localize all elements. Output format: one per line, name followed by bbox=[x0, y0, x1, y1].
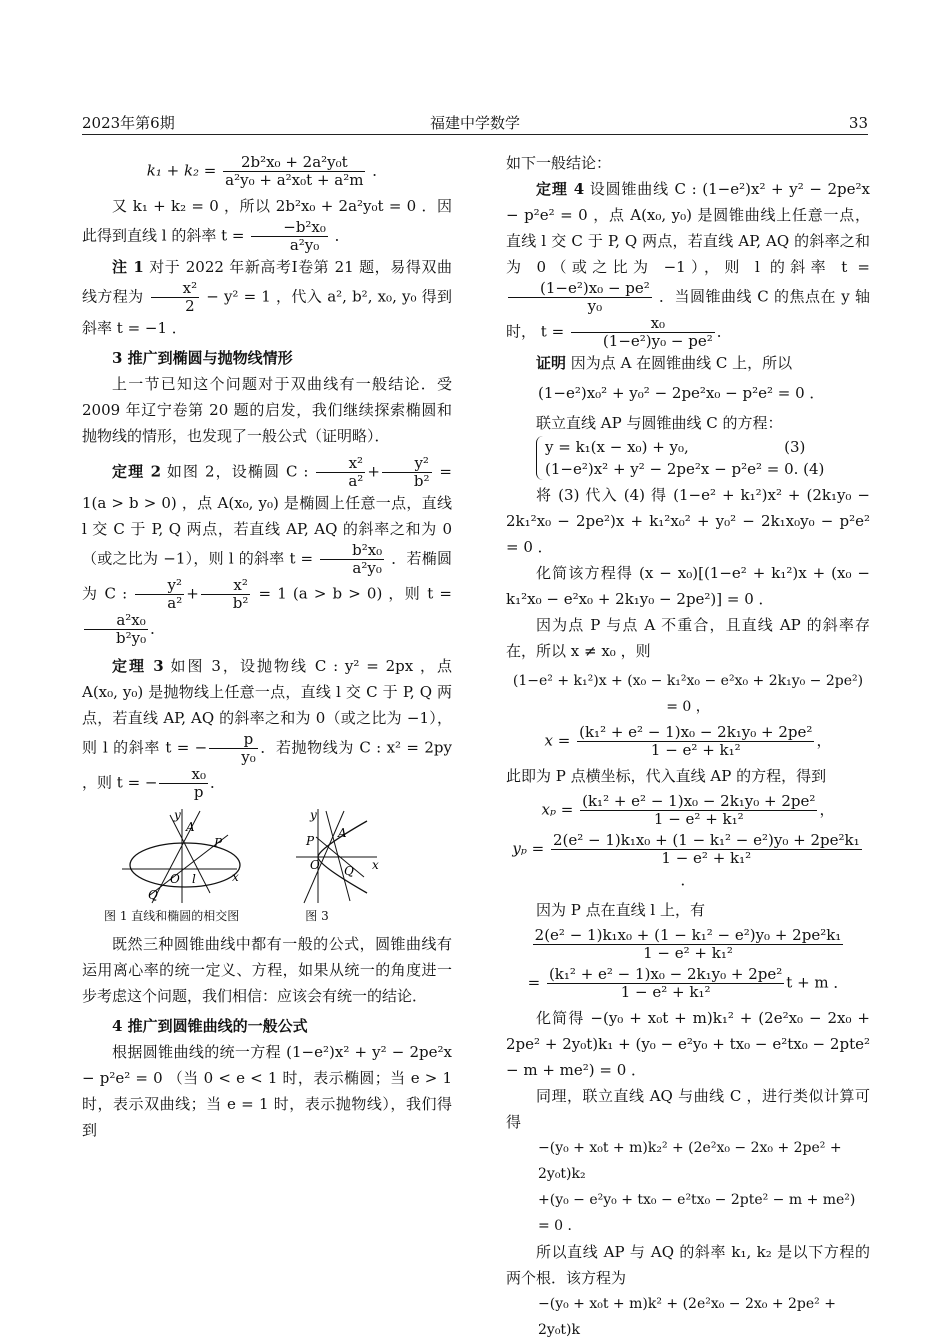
figure-1-caption: 图 1 直线和椭圆的相交图 bbox=[104, 909, 240, 923]
label-l: l bbox=[192, 872, 196, 886]
system-eq-3: y = k₁(x − x₀) + y₀, (3) bbox=[545, 438, 806, 456]
label-A: A bbox=[186, 820, 195, 834]
denominator: p bbox=[193, 783, 204, 801]
denominator: 1 − e² + k₁² bbox=[653, 810, 744, 828]
label-P: P bbox=[306, 834, 315, 848]
fraction bbox=[209, 731, 258, 766]
text: 如图 2，设椭圆 C : bbox=[166, 462, 309, 481]
text: ， bbox=[816, 731, 832, 750]
fraction bbox=[201, 577, 251, 612]
paragraph-conclusion-intro: 如下一般结论： bbox=[506, 154, 612, 172]
denominator: a²y₀ bbox=[289, 236, 320, 254]
label-x: x bbox=[232, 870, 239, 884]
operator: + bbox=[186, 584, 199, 603]
text: 对于 2022 年新高考Ⅰ卷第 21 题，易得双曲线方程为 bbox=[82, 258, 452, 306]
numerator: x² bbox=[201, 577, 251, 595]
theorem-label: 定理 2 bbox=[112, 462, 162, 481]
numerator: (k₁² + e² − 1)x₀ − 2k₁y₀ + 2pe² bbox=[548, 965, 783, 983]
denominator: y₀ bbox=[587, 297, 603, 315]
equation-xp bbox=[506, 793, 870, 828]
fraction bbox=[547, 966, 784, 1001]
text: ， bbox=[819, 800, 835, 819]
fraction bbox=[577, 724, 814, 759]
paragraph-substitute: 将 (3) 代入 (4) 得 (1−e² + k₁²)x² + (2k₁y₀ − 2k₁²x₀ − 2pe²)x + k₁²x₀² + y₀² − 2k₁x₀y₀ − p²e² = 0 ． bbox=[506, 486, 870, 556]
denominator: 1 − e² + k₁² bbox=[650, 741, 741, 759]
numerator: y² bbox=[382, 455, 432, 473]
numerator: 2(e² − 1)k₁x₀ + (1 − k₁² − e²)y₀ + 2pe²k₁ bbox=[552, 831, 860, 849]
equation-system bbox=[536, 436, 824, 480]
equation-on-line-rhs bbox=[506, 966, 870, 1001]
issue-label: 2023年第6期 bbox=[82, 114, 175, 132]
fraction bbox=[151, 280, 199, 315]
fraction bbox=[382, 455, 432, 490]
figures-svg bbox=[82, 807, 452, 907]
denominator: 2 bbox=[185, 297, 195, 315]
numerator: b²x₀ bbox=[320, 542, 384, 560]
text: = 1(a > b > 0) ，点 A(x₀, y₀) 是椭圆上任意一点，直线 l 交 C 于 P, Q 两点，若直线 AP, AQ 的斜率之和为 0 （或之比为 −1），则 l 的斜率 t = bbox=[82, 462, 452, 568]
text: t + m ． bbox=[786, 973, 849, 992]
equation-x bbox=[506, 724, 870, 759]
figures-row bbox=[82, 807, 452, 907]
equation-yp bbox=[506, 832, 870, 893]
paragraph-abscissa: 此即为 P 点横坐标，代入直线 AP 的方程，得到 bbox=[506, 767, 827, 785]
text: 设圆锥曲线 C : (1−e²)x² + y² − 2pe²x − p²e² = 0 ，点 A(x₀, y₀) 是圆锥曲线上任意一点，直线 l 交 C 于 P, Q 两点，若直线 AP, AQ 的斜率之和为 0（或之比为 −1），则 l 的斜率 t = bbox=[506, 180, 870, 276]
denominator: a² bbox=[348, 472, 364, 490]
right-column bbox=[506, 150, 870, 1343]
text: ．当圆锥曲线 C 的焦点在 y 轴时， t = bbox=[506, 287, 870, 341]
operator: = bbox=[527, 973, 541, 992]
denominator: a²y₀ + a²x₀t + a²m bbox=[225, 171, 364, 189]
left-column bbox=[82, 150, 452, 1143]
fraction bbox=[316, 455, 365, 490]
denominator: b² bbox=[413, 472, 430, 490]
fraction bbox=[223, 154, 365, 189]
denominator: (1−e²)y₀ − pe² bbox=[602, 332, 713, 350]
fraction bbox=[580, 793, 817, 828]
fraction bbox=[135, 577, 184, 612]
equation-lhs: x = bbox=[544, 731, 571, 750]
fraction bbox=[551, 832, 862, 867]
section-heading-3: 3 推广到椭圆与抛物线情形 bbox=[112, 349, 293, 367]
numerator: (k₁² + e² − 1)x₀ − 2k₁y₀ + 2pe² bbox=[582, 792, 816, 810]
equation-lhs: xₚ = bbox=[541, 800, 574, 819]
equation-k-sum: k₁ + k₂ = $\frac{\text{2b²x₀ + 2a²y₀t}}{\text{a²y₀ + a²x₀t + a²m}}$ ． bbox=[146, 153, 388, 189]
numerator: 2(e² − 1)k₁x₀ + (1 − k₁² − e²)y₀ + 2pe²k₁ bbox=[534, 926, 842, 944]
text: ．若椭圆为 C : bbox=[82, 549, 452, 603]
paragraph-section-3: 上一节已知这个问题对于双曲线有一般结论．受 2009 年辽宁卷第 20 题的启发，我们继续探索椭圆和抛物线的情形，也发现了一般公式（证明略）． bbox=[82, 375, 452, 445]
text: ．若抛物线为 C : x² = 2py ，则 t = − bbox=[82, 738, 452, 792]
text: ． bbox=[680, 871, 696, 889]
paragraph-unified: 既然三种圆锥曲线中都有一般的公式，圆锥曲线有运用离心率的统一定义、方程，如果从统一的角度进一步考虑这个问题，我们相信：应该会有统一的结论． bbox=[82, 935, 452, 1005]
paragraph-slope-hyperbola: 又 k₁ + k₂ = 0 ，所以 2b²x₀ + 2a²y₀t = 0 ．因此得到直线 l 的斜率 t = $\frac{\text{−b²x₀}}{\text{a²y₀}}$ ． bbox=[82, 197, 452, 254]
operator: + bbox=[367, 462, 380, 481]
fraction bbox=[320, 542, 384, 577]
denominator: 1 − e² + k₁² bbox=[643, 944, 733, 962]
theorem-2 bbox=[82, 455, 452, 647]
label-y: y bbox=[174, 808, 181, 822]
figure-1-ellipse bbox=[122, 808, 240, 903]
numerator: (1−e²)x₀ − pe² bbox=[508, 280, 652, 298]
equation-point-on-curve: (1−e²)x₀² + y₀² − 2pe²x₀ − p²e² = 0 ． bbox=[538, 384, 825, 402]
denominator: 1 − e² + k₁² bbox=[661, 849, 752, 867]
paragraph-simplify: 化简该方程得 (x − x₀)[(1−e² + k₁²)x + (x₀ − k₁²x₀ − e²x₀ + 2k₁y₀ − 2pe²)] = 0 ． bbox=[506, 564, 870, 608]
paragraph-on-line: 因为 P 点在直线 l 上，有 bbox=[536, 901, 705, 919]
label-x: x bbox=[372, 858, 379, 872]
equation-linear: (1−e² + k₁²)x + (x₀ − k₁²x₀ − e²x₀ + 2k₁y₀ − 2pe²) = 0 ， bbox=[512, 673, 864, 715]
equation-on-line-lhs bbox=[506, 927, 870, 962]
numerator: y² bbox=[135, 577, 184, 595]
denominator: 1 − e² + k₁² bbox=[620, 983, 711, 1001]
numerator: x₀ bbox=[571, 315, 715, 333]
fraction bbox=[251, 219, 328, 254]
fraction bbox=[84, 612, 148, 647]
paragraph-similarly: 同理，联立直线 AQ 与曲线 C ，进行类似计算可得 bbox=[506, 1087, 870, 1131]
text: 如图 3，设抛物线 C : y² = 2px ，点 A(x₀, y₀) 是抛物线上任意一点，直线 l 交 C 于 P, Q 两点，若直线 AP, AQ 的斜率之和为 0（或之比为 −1），则 l 的斜率 t = − bbox=[82, 657, 452, 757]
fraction bbox=[571, 315, 715, 350]
fraction bbox=[159, 766, 207, 801]
paragraph-distinct: 因为点 P 与点 A 不重合，且直线 AP 的斜率存在，所以 x ≠ x₀ ，则 bbox=[506, 616, 870, 660]
text: − y² = 1 ，代入 a², b², x₀, y₀ 得到斜率 t = −1 ． bbox=[82, 287, 452, 337]
text: = 1 (a > b > 0) ，则 t = bbox=[258, 584, 452, 603]
text: ． bbox=[716, 322, 732, 341]
paragraph-section-4: 根据圆锥曲线的统一方程 (1−e²)x² + y² − 2pe²x − p²e² = 0 （当 0 < e < 1 时，表示椭圆；当 e > 1 时，表示双曲线；当 e = 1 时，表示抛物线），我们得到 bbox=[82, 1043, 452, 1139]
label-P: P bbox=[214, 836, 223, 850]
label-Q: Q bbox=[148, 888, 158, 902]
fraction bbox=[508, 280, 652, 315]
text: 又 k₁ + k₂ = 0 ，所以 2b²x₀ + 2a²y₀t = 0 ．因此得到直线 l 的斜率 t = bbox=[82, 197, 452, 245]
theorem-label: 定理 4 bbox=[536, 180, 585, 198]
numerator: p bbox=[209, 731, 258, 749]
paragraph-simplify-2: 化简得 −(y₀ + x₀t + m)k₁² + (2e²x₀ − 2x₀ + 2pe² + 2y₀t)k₁ + (y₀ − e²y₀ + tx₀ − e²tx₀ − 2pte² − m + me²) = 0 ． bbox=[506, 1009, 870, 1079]
equation-final: −(y₀ + x₀t + m)k² + (2e²x₀ − 2x₀ + 2pe² + 2y₀t)k bbox=[538, 1296, 836, 1338]
system-eq-4: (1−e²)x² + y² − 2pe²x − p²e² = 0. (4) bbox=[545, 460, 825, 478]
numerator: x² bbox=[316, 455, 365, 473]
denominator: b² bbox=[232, 594, 249, 612]
ellipse-curve bbox=[130, 843, 240, 887]
equation-k2-line-1: −(y₀ + x₀t + m)k₂² + (2e²x₀ − 2x₀ + 2pe² + 2y₀t)k₂ bbox=[538, 1140, 842, 1182]
section-heading-4: 4 推广到圆锥曲线的一般公式 bbox=[112, 1017, 308, 1035]
figure-captions bbox=[82, 907, 452, 925]
numerator: a²x₀ bbox=[84, 612, 148, 630]
theorem-3 bbox=[82, 653, 452, 801]
paragraph-roots: 所以直线 AP 与 AQ 的斜率 k₁, k₂ 是以下方程的两个根．该方程为 bbox=[506, 1243, 870, 1287]
numerator: x² bbox=[151, 280, 199, 298]
equation-k2-line-2: +(y₀ − e²y₀ + tx₀ − e²tx₀ − 2pte² − m + me²) = 0 ． bbox=[538, 1192, 856, 1234]
fraction bbox=[533, 927, 844, 962]
proof-start bbox=[506, 350, 870, 376]
denominator: y₀ bbox=[241, 748, 256, 766]
paragraph-joint: 联立直线 AP 与圆锥曲线 C 的方程： bbox=[536, 414, 783, 432]
label-A: A bbox=[338, 826, 347, 840]
text: ． bbox=[209, 773, 225, 792]
proof-label: 证明 bbox=[536, 354, 567, 372]
text: ． bbox=[150, 619, 166, 638]
equation-lhs: k₁ + k₂ = bbox=[146, 161, 217, 180]
numerator: 2b²x₀ + 2a²y₀t bbox=[223, 154, 365, 172]
figure-3-parabola bbox=[296, 808, 379, 903]
denominator: b²y₀ bbox=[116, 629, 147, 647]
text: 因为点 A 在圆锥曲线 C 上，所以 bbox=[570, 354, 793, 372]
note-label: 注 1 bbox=[112, 258, 144, 276]
label-O: O bbox=[310, 858, 320, 872]
page-header bbox=[82, 108, 868, 135]
theorem-4 bbox=[506, 176, 870, 350]
label-Q: Q bbox=[344, 864, 354, 878]
equation-lhs: yₚ = bbox=[512, 839, 545, 858]
journal-title: 福建中学数学 bbox=[429, 114, 520, 132]
theorem-label: 定理 3 bbox=[112, 657, 164, 675]
label-y: y bbox=[310, 808, 317, 822]
numerator: (k₁² + e² − 1)x₀ − 2k₁y₀ + 2pe² bbox=[579, 723, 813, 741]
denominator: a² bbox=[167, 594, 183, 612]
numerator: −b²x₀ bbox=[251, 219, 328, 237]
figure-3-caption: 图 3 bbox=[305, 909, 329, 923]
page-number: 33 bbox=[848, 114, 868, 132]
denominator: a²y₀ bbox=[352, 559, 382, 577]
numerator: x₀ bbox=[159, 766, 207, 784]
label-O: O bbox=[170, 872, 180, 886]
note-1 bbox=[82, 254, 452, 341]
